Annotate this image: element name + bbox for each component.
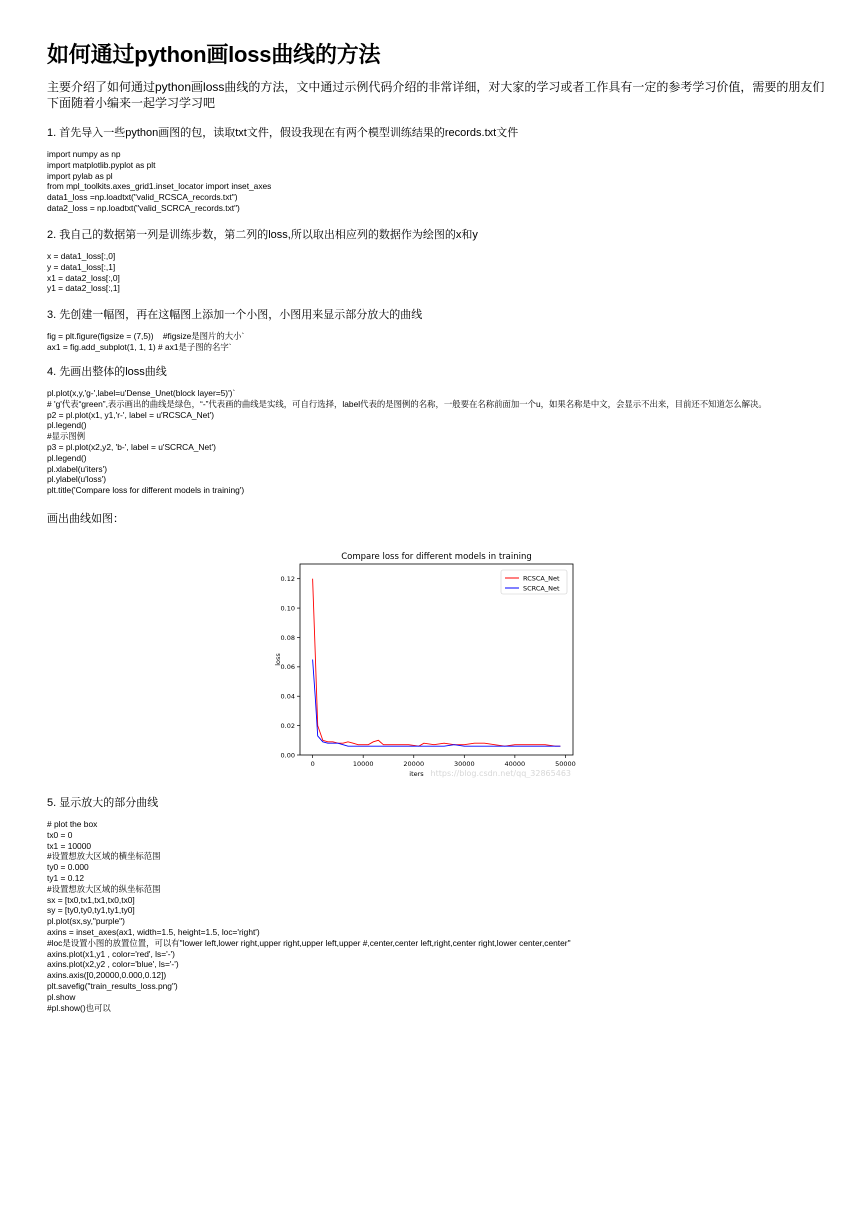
code-line: pl.ylabel(u'loss')	[47, 474, 107, 485]
code-line: x = data1_loss[:,0]	[47, 251, 116, 261]
code-line: data1_loss =np.loadtxt("valid_RCSCA_records.txt")	[47, 192, 238, 203]
code-line: # 'g'代表“green”,表示画出的曲线是绿色，“-”代表画的曲线是实线，可自行选择，label代表的是图例的名称，一般要在名称前面加一个u，如果名称是中文，会显示不出来，目前还不知道怎么解决。	[47, 398, 767, 409]
x-tick-label: 30000	[453, 760, 475, 768]
code-line: x1 = data2_loss[:,0]	[47, 272, 120, 283]
code-line: tx1 = 10000	[47, 840, 92, 851]
y-axis-label: loss	[274, 653, 282, 666]
chart-title: Compare loss for different models in training	[341, 552, 532, 562]
code-line: pl.show	[47, 991, 76, 1002]
code-line: plt.title('Compare loss for different models in training')	[47, 485, 245, 496]
code-line: pl.legend()	[47, 420, 87, 431]
y-tick-label: 0.04	[280, 692, 295, 701]
code-line: #设置想放大区域的横坐标范围	[47, 851, 161, 862]
code-line: p3 = pl.plot(x2,y2, 'b-', label = u'SCRCA_Net')	[47, 441, 216, 452]
step-1-code	[47, 149, 271, 214]
x-tick-label: 10000	[352, 760, 374, 768]
y-tick-label: 0.10	[280, 604, 295, 613]
step-4-heading: 4. 先画出整体的loss曲线	[47, 366, 167, 378]
y-tick-label: 0.12	[280, 574, 295, 583]
x-tick-label: 20000	[403, 760, 425, 768]
watermark: https://blog.csdn.net/qq_32865463	[430, 769, 571, 778]
code-line: tx0 = 0	[47, 829, 73, 840]
code-line: fig = plt.figure(figsize = (7,5)) #figsize是图片的大小`	[47, 331, 245, 341]
code-line: data2_loss = np.loadtxt("valid_SCRCA_records.txt")	[47, 202, 240, 213]
code-line: import numpy as np	[47, 149, 121, 159]
step-4-code	[47, 388, 767, 496]
code-line: axins.plot(x2,y2 , color='blue', ls='-')	[47, 959, 179, 970]
x-tick-label: 40000	[504, 760, 526, 768]
code-line: # plot the box	[47, 819, 98, 829]
loss-chart-figure	[268, 548, 606, 778]
intro-paragraph: 主要介绍了如何通过python画loss曲线的方法，文中通过示例代码介绍的非常详细，对大家的学习或者工作具有一定的参考学习价值，需要的朋友们下面随着小编来一起学习学习吧	[47, 80, 825, 110]
step-1-heading: 1. 首先导入一些python画图的包，读取txt文件，假设我现在有两个模型训练结果的records.txt文件	[47, 127, 519, 139]
y-tick-label: 0.02	[280, 721, 295, 730]
code-line: sy = [ty0,ty0,ty1,ty1,ty0]	[47, 905, 135, 916]
legend-label: RCSCA_Net	[523, 574, 560, 583]
x-axis-label: iters	[409, 770, 424, 778]
code-line: p2 = pl.plot(x1, y1,'r-', label = u'RCSCA_Net')	[47, 409, 214, 420]
code-line: pl.xlabel(u'iters')	[47, 463, 107, 474]
code-line: pl.legend()	[47, 452, 87, 463]
code-line: import pylab as pl	[47, 170, 113, 181]
code-line: import matplotlib.pyplot as plt	[47, 159, 156, 170]
code-line: plt.savefig("train_results_loss.png")	[47, 980, 178, 991]
y-tick-label: 0.00	[280, 751, 295, 760]
legend-label: SCRCA_Net	[523, 584, 560, 593]
page-title: 如何通过python画loss曲线的方法	[47, 42, 381, 67]
step-5-heading: 5. 显示放大的部分曲线	[47, 797, 159, 809]
code-line: #loc是设置小图的放置位置，可以有"lower left,lower right,upper right,upper left,upper #,center,center left,right,center right,lower center,center"	[47, 937, 571, 948]
x-tick-label: 0	[310, 760, 315, 768]
code-line: from mpl_toolkits.axes_grid1.inset_locator import inset_axes	[47, 181, 272, 192]
code-line: axins = inset_axes(ax1, width=1.5, height=1.5, loc='right')	[47, 926, 260, 937]
step-5-code	[47, 819, 571, 1013]
x-tick-label: 50000	[555, 760, 576, 768]
code-line: ty1 = 0.12	[47, 872, 85, 883]
code-line: y1 = data2_loss[:,1]	[47, 283, 120, 294]
figure-caption: 画出曲线如图：	[47, 513, 124, 525]
code-line: #显示图例	[47, 431, 86, 442]
code-line: ty0 = 0.000	[47, 862, 89, 873]
code-line: axins.plot(x1,y1 , color='red', ls='-')	[47, 948, 175, 959]
code-line: sx = [tx0,tx1,tx1,tx0,tx0]	[47, 894, 135, 905]
code-line: y = data1_loss[:,1]	[47, 261, 116, 272]
code-line: pl.plot(sx,sy,"purple")	[47, 916, 125, 927]
step-3-heading: 3. 先创建一幅图，再在这幅图上添加一个小图，小图用来显示部分放大的曲线	[47, 309, 423, 321]
step-3-code	[47, 331, 244, 353]
code-line: ax1 = fig.add_subplot(1, 1, 1) # ax1是子图的名字`	[47, 341, 232, 352]
step-2-heading: 2. 我自己的数据第一列是训练步数，第二列的loss,所以取出相应列的数据作为绘图的x和y	[47, 229, 478, 241]
code-line: pl.plot(x,y,'g-',label=u'Dense_Unet(block layer=5)')`	[47, 388, 236, 398]
y-tick-label: 0.08	[280, 633, 295, 642]
code-line: #pl.show()也可以	[47, 1002, 111, 1013]
code-line: axins.axis([0,20000,0.000,0.12])	[47, 970, 167, 981]
step-2-code	[47, 251, 120, 294]
loss-chart	[268, 548, 606, 778]
code-line: #设置想放大区域的纵坐标范围	[47, 883, 161, 894]
y-tick-label: 0.06	[280, 663, 295, 672]
